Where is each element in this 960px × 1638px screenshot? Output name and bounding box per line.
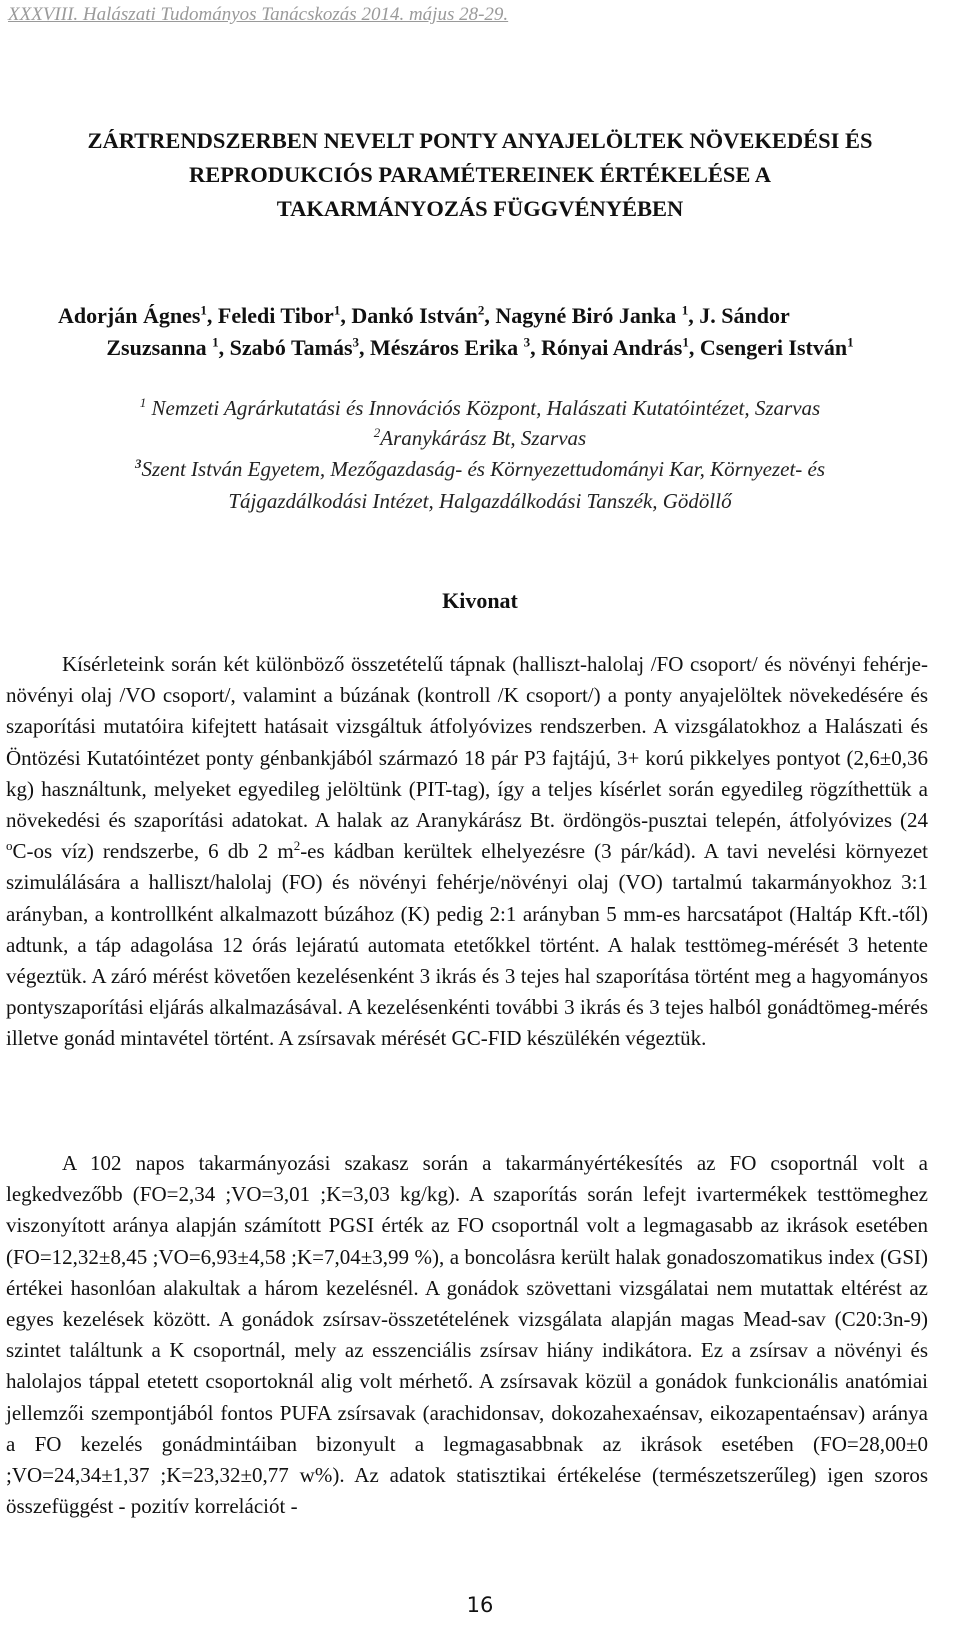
affiliation-mark: 3 (134, 456, 142, 471)
author-name: , Csengeri István (688, 335, 848, 360)
author-affiliation-mark: 1 (333, 302, 341, 318)
author-name: , Rónyai András (530, 335, 683, 360)
affiliation-text: Tájgazdálkodási Intézet, Halgazdálkodási Tanszék, Gödöllő (228, 489, 732, 513)
degree-superscript: o (6, 838, 13, 854)
abstract-paragraph-1 (6, 649, 928, 1055)
affiliation-2 (0, 426, 960, 451)
square-superscript: 2 (293, 838, 301, 854)
author-list-line-2 (0, 335, 960, 361)
author-affiliation-mark: 2 (477, 302, 485, 318)
author-name: , Nagyné Biró Janka (484, 303, 682, 328)
abstract-heading: Kivonat (442, 588, 518, 613)
paragraph-text: Kísérleteink során két különböző összetételű tápnak (halliszt-halolaj /FO csoport/ és növényi fehérje-növényi olaj /VO csoport/, valamint a búzának (kontroll /K csoport/) a ponty anyajelöltek növekedésére és szaporítási mutatóira kifejtett hatásait vizsgáltuk átfolyóvizes rendszerben. A vizsgálatokhoz a Halászati és Öntözési Kutatóintézet ponty génbankjából származó 18 pár P3 fajtájú, 3+ korú pikkelyes pontyot (2,6±0,36 kg) használtunk, melyeket egyedileg jelöltünk (PIT-tag), így a teljes kísérlet során egyedileg rögzíthettük a növekedési és szaporítási adatokat. A halak az Aranykárász Bt. ördöngös-pusztai telepén, átfolyóvizes (24 (6, 652, 928, 833)
paper-title (0, 124, 960, 226)
author-name: , Feledi Tibor (206, 303, 334, 328)
author-name: , J. Sándor (688, 303, 790, 328)
title-line-1: ZÁRTRENDSZERBEN NEVELT PONTY ANYAJELÖLTEK NÖVEKEDÉSI ÉS (87, 128, 873, 153)
author-name: , Mészáros Erika (359, 335, 524, 360)
author-name: Zsuzsanna (106, 335, 213, 360)
author-name: , Dankó István (340, 303, 478, 328)
author-affiliation-mark: 1 (200, 302, 207, 318)
author-affiliation-mark: 1 (212, 334, 219, 350)
author-affiliation-mark: 1 (681, 302, 689, 318)
affiliation-mark: 2 (373, 425, 381, 440)
affiliation-mark: 1 (139, 395, 147, 410)
affiliation-text: Nemzeti Agrárkutatási és Innovációs Központ, Halászati Kutatóintézet, Szarvas (146, 396, 821, 420)
affiliation-text: Szent István Egyetem, Mezőgazdaság- és Környezettudományi Kar, Környezet- és (141, 457, 826, 481)
author-affiliation-mark: 1 (847, 334, 854, 350)
page-number: 16 (466, 1593, 494, 1617)
affiliation-3-line-1 (0, 457, 960, 482)
running-header: XXXVIII. Halászati Tudományos Tanácskozás 2014. május 28-29. (8, 4, 509, 25)
author-name: , Szabó Tamás (218, 335, 353, 360)
paragraph-text: C-os víz) rendszerbe, 6 db 2 m (12, 839, 294, 864)
affiliation-1 (0, 396, 960, 421)
author-affiliation-mark: 1 (682, 334, 689, 350)
affiliation-text: Aranykárász Bt, Szarvas (380, 426, 587, 450)
affiliation-3-line-2 (0, 489, 960, 514)
paragraph-text: -es kádban kerültek elhelyezésre (3 pár/kád). A tavi nevelési környezet szimulálására a halliszt/halolaj (FO) és növényi fehérje/növényi olaj (VO) tartalmú takarmányokhoz 3:1 arányban, a kontrollként alkalmazott búzához (K) pedig 2:1 arányban 5 mm-es harcsatápot (Haltáp Kft.-től) adtunk, a táp adagolása 12 órás lejáratú automata etetőkkel történt. A halak testtömeg-mérését 3 hetente végeztük. A záró mérést követően kezelésenként 3 ikrás és 3 tejes hal szaporítása történt meg a hagyományos pontyszaporítási eljárás alkalmazásával. A kezelésenkénti további 3 ikrás és 3 tejes halból gonádtömeg-mérés illetve gonád mintavétel történt. A zsírsavak mérését GC-FID készülékén végeztük. (6, 839, 929, 1051)
author-name: Adorján Ágnes (58, 303, 201, 328)
author-affiliation-mark: 3 (352, 334, 360, 350)
title-line-2: REPRODUKCIÓS PARAMÉTEREINEK ÉRTÉKELÉSE A (188, 162, 772, 187)
abstract-paragraph-2: A 102 napos takarmányozási szakasz során a takarmányértékesítés az FO csoportnál volt a legkedvezőbb (FO=2,34 ;VO=3,01 ;K=3,03 kg/kg). A szaporítás során lefejt ivartermékek testtömeghez viszonyított aránya alapján számított PGSI érték az FO csoportnál volt a legmagasabb az ikrások esetében (FO=12,32±8,45 ;VO=6,93±4,58 ;K=7,04±3,99 %), a boncolásra került halak gonadoszomatikus index (GSI) értékei hasonlóan alakultak a három kezelésnél. A gonádok szövettani vizsgálatai nem mutattak eltérést az egyes kezelések között. A gonádok zsírsav-összetételének vizsgálata alapján magas Mead-sav (C20:3n-9) szintet találtunk a K csoportnál, mely az esszenciális zsírsav hiány indikátora. Ez a zsírsav a növényi és halolajos táppal etetett csoportoknál alig volt mérhető. A zsírsavak közül a gonádok funkcionális anatómiai jellemzői szempontjából fontos PUFA zsírsavak (arachidonsav, dokozahexaénsav, eikozapentaénsav) aránya a FO kezelés gonádmintáiban bizonyult a legmagasabbnak az ikrások esetében (FO=28,00±0 ;VO=24,34±1,37 ;K=23,32±0,77 w%). Az adatok statisztikai értékelése (természetszerűleg) igen szoros összefüggést - pozitív korrelációt - (6, 1151, 928, 1519)
title-line-3: TAKARMÁNYOZÁS FÜGGVÉNYÉBEN (276, 196, 684, 221)
author-list-line-1 (58, 303, 790, 329)
author-affiliation-mark: 3 (523, 334, 531, 350)
